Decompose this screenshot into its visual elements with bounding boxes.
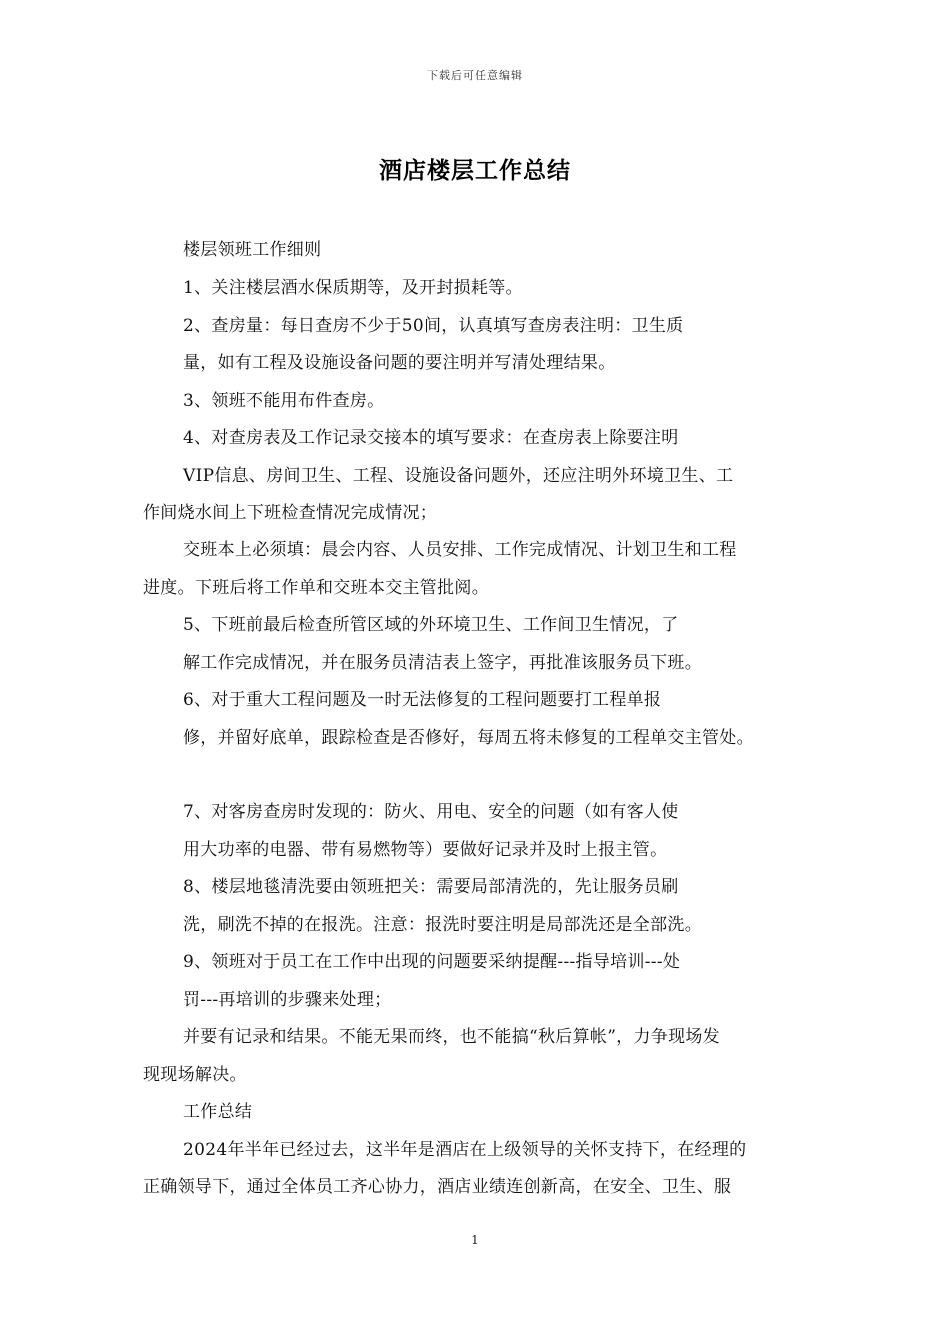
paragraph-line: 洗，刷洗不掉的在报洗。注意：报洗时要注明是局部洗还是全部洗。 — [183, 915, 702, 935]
paragraph-line: 1、关注楼层酒水保质期等，及开封损耗等。 — [183, 278, 523, 298]
paragraph-line: 8、楼层地毯清洗要由领班把关：需要局部清洗的，先让服务员刷 — [183, 877, 679, 897]
paragraph-line: 进度。下班后将工作单和交班本交主管批阅。 — [143, 578, 489, 598]
paragraph-line: 量，如有工程及设施设备问题的要注明并写清处理结果。 — [183, 353, 616, 373]
paragraph-line: 罚---再培训的步骤来处理； — [183, 990, 392, 1010]
paragraph-line: 5、下班前最后检查所管区域的外环境卫生、工作间卫生情况，了 — [183, 615, 679, 635]
page-number: 1 — [471, 1233, 479, 1247]
paragraph-line: 交班本上必须填：晨会内容、人员安排、工作完成情况、计划卫生和工程 — [183, 540, 737, 560]
paragraph-line: 6、对于重大工程问题及一时无法修复的工程问题要打工程单报 — [183, 690, 662, 710]
paragraph-line: 作间烧水间上下班检查情况完成情况； — [143, 503, 438, 523]
section-heading: 楼层领班工作细则 — [183, 240, 322, 260]
paragraph-line: 现现场解决。 — [143, 1065, 247, 1085]
paragraph-line: 并要有记录和结果。不能无果而终，也不能搞“秋后算帐”，力争现场发 — [183, 1027, 720, 1047]
paragraph-line: 9、领班对于员工在工作中出现的问题要采纳提醒---指导培训---处 — [183, 952, 681, 972]
paragraph-line: 修，并留好底单，跟踪检查是否修好，每周五将未修复的工程单交主管处。 — [183, 728, 754, 748]
paragraph-line: 4、对查房表及工作记录交接本的填写要求：在查房表上除要注明 — [183, 428, 679, 448]
paragraph-line: 用大功率的电器、带有易燃物等）要做好记录并及时上报主管。 — [183, 840, 668, 860]
paragraph-line: 2、查房量：每日查房不少于50间，认真填写查房表注明：卫生质 — [183, 316, 684, 336]
document-title: 酒店楼层工作总结 — [379, 157, 571, 184]
header-note: 下载后可任意编辑 — [427, 69, 523, 82]
paragraph-line: 正确领导下，通过全体员工齐心协力，酒店业绩连创新高，在安全、卫生、服 — [143, 1177, 732, 1197]
paragraph-line: 3、领班不能用布件查房。 — [183, 391, 385, 411]
paragraph-line: 解工作完成情况，并在服务员清洁表上签字，再批准该服务员下班。 — [183, 653, 702, 673]
paragraph-line: 7、对客房查房时发现的：防火、用电、安全的问题（如有客人使 — [183, 802, 679, 822]
paragraph-line: 2024年半年已经过去，这半年是酒店在上级领导的关怀支持下，在经理的 — [183, 1140, 747, 1160]
paragraph-line: VIP信息、房间卫生、工程、设施设备问题外，还应注明外环境卫生、工 — [183, 466, 734, 486]
section-heading: 工作总结 — [183, 1102, 253, 1122]
